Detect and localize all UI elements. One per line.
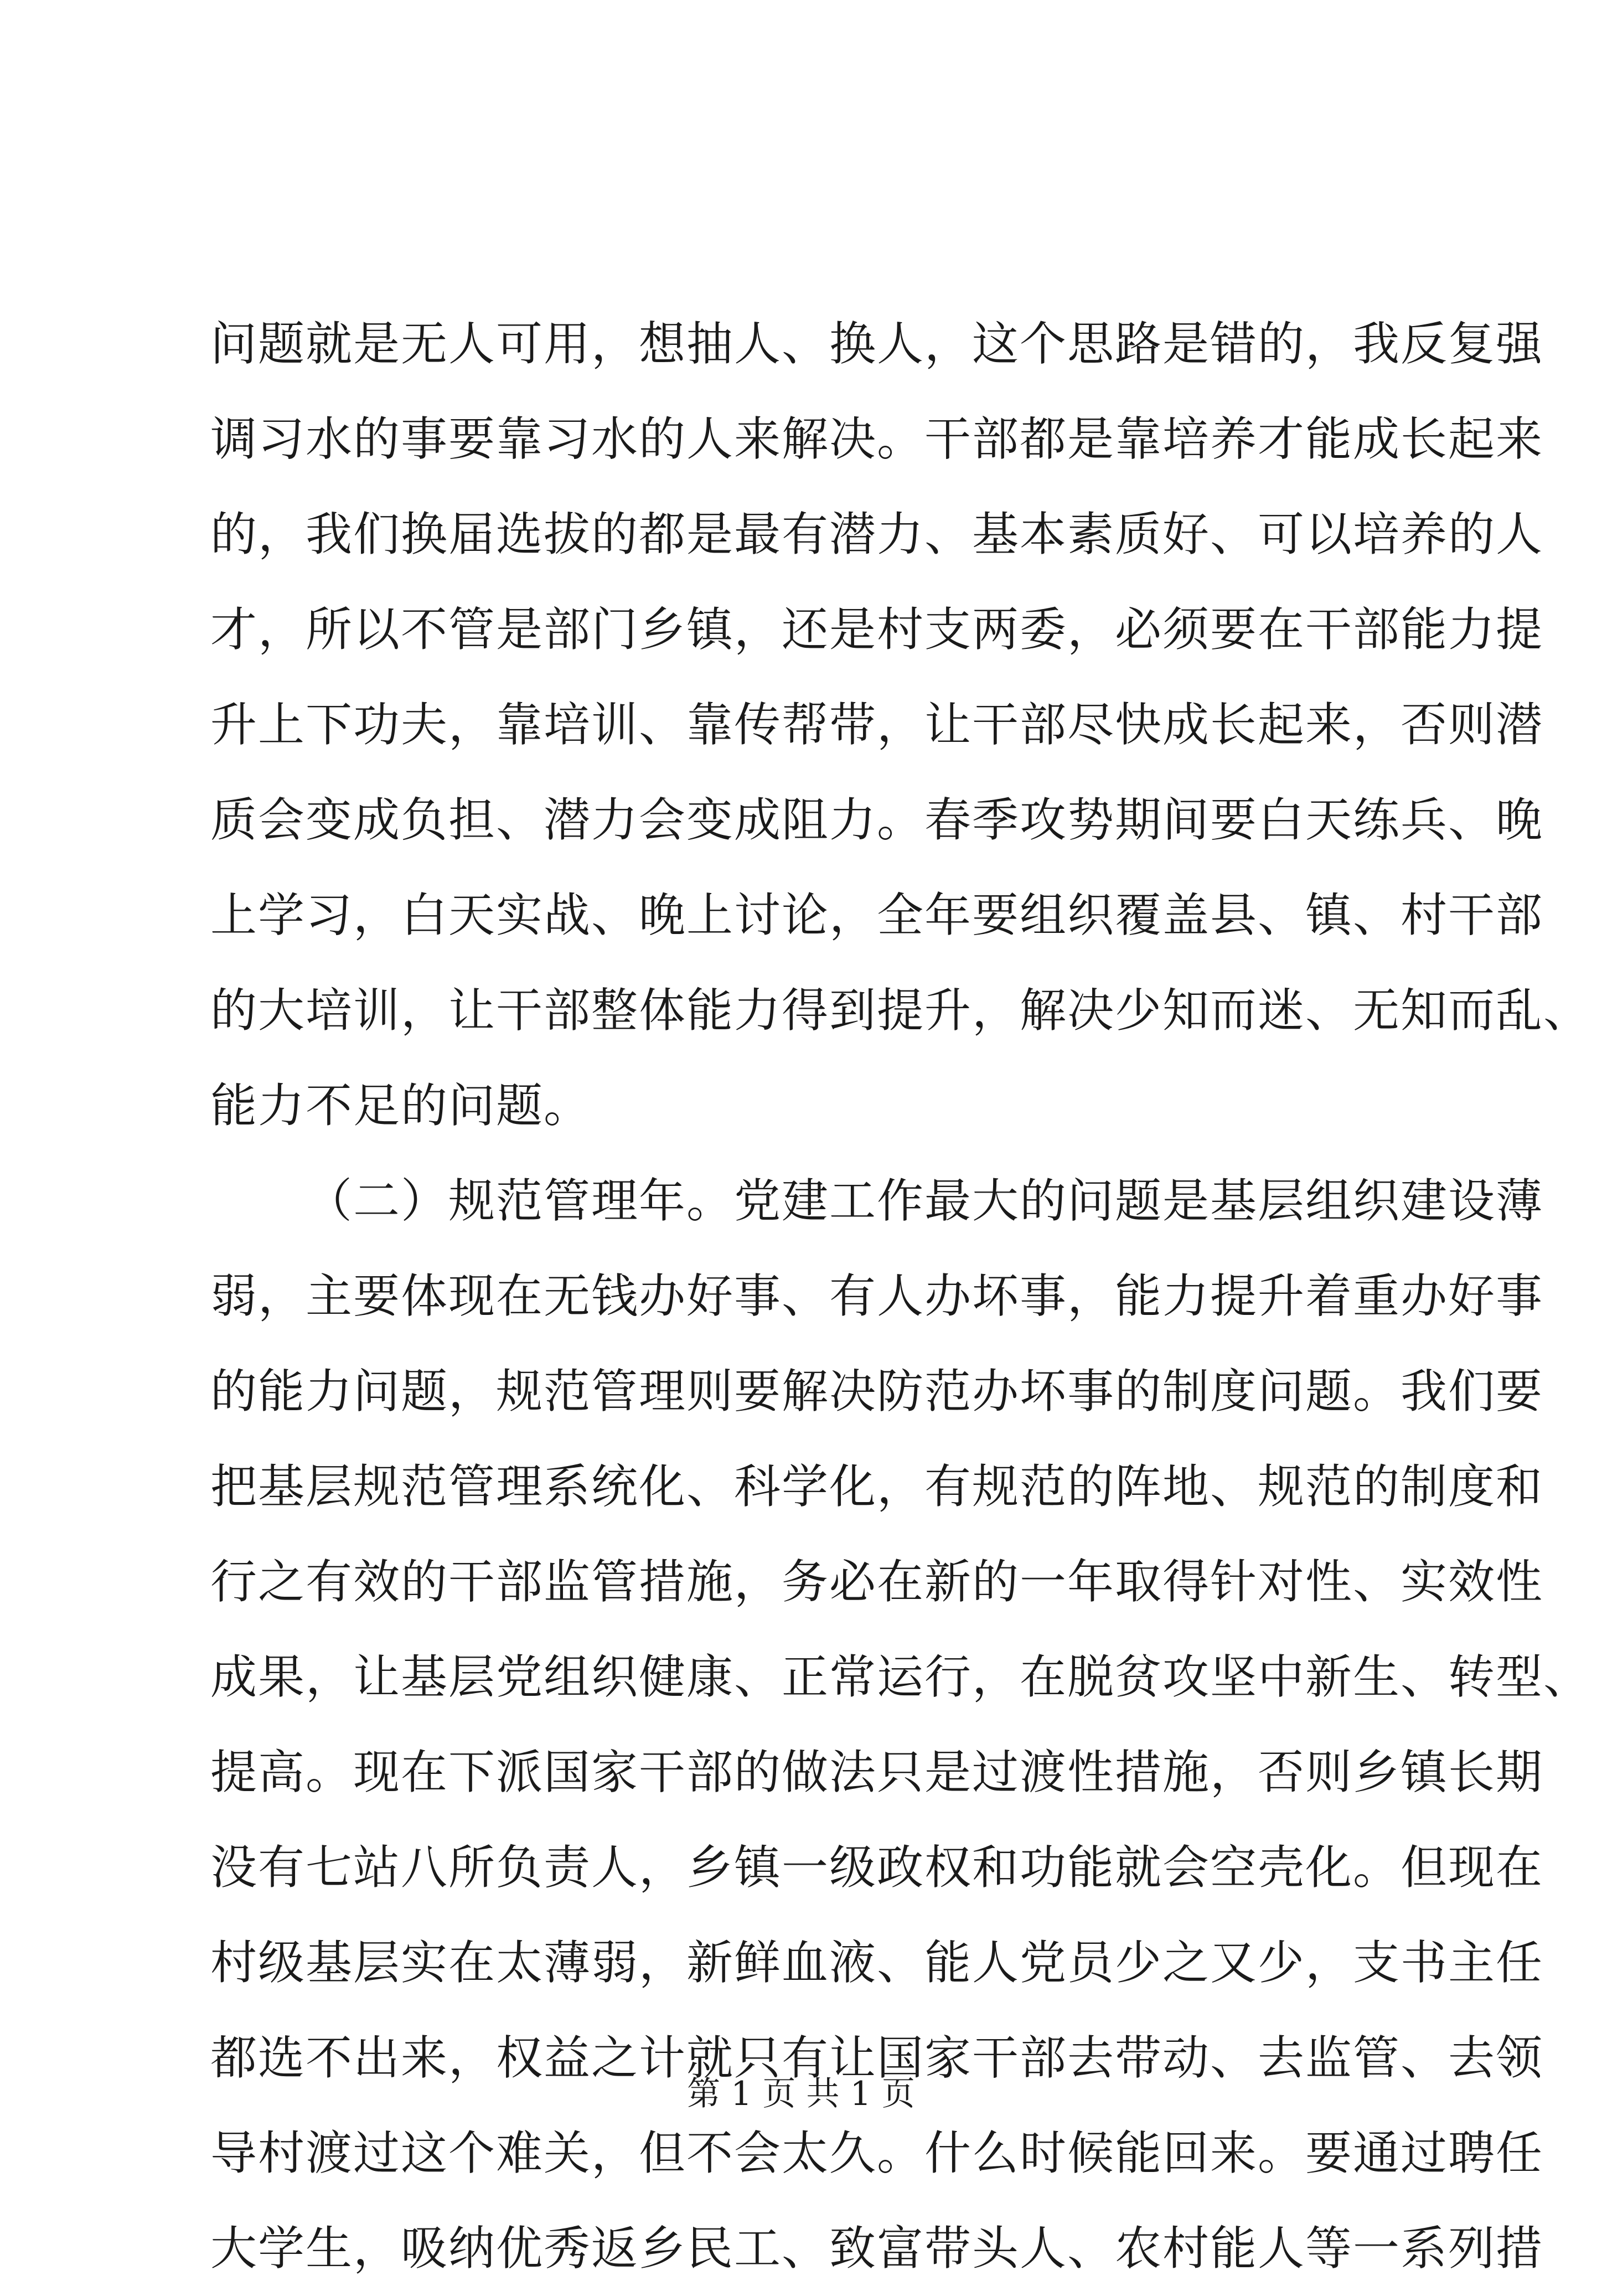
text-line: 没有七站八所负责人，乡镇一级政权和功能就会空壳化。但现在	[210, 1840, 1544, 1895]
text-line: 成果，让基层党组织健康、正常运行，在脱贫攻坚中新生、转型、	[210, 1650, 1591, 1704]
paragraph-2	[210, 1153, 1591, 2296]
text-line: 把基层规范管理系统化、科学化，有规范的阵地、规范的制度和	[210, 1459, 1544, 1514]
text-line: 才，所以不管是部门乡镇，还是村支两委，必须要在干部能力提	[210, 602, 1544, 657]
text-line: 都选不出来，权益之计就只有让国家干部去带动、去监管、去领	[210, 2031, 1544, 2085]
text-line: 质会变成负担、潜力会变成阻力。春季攻势期间要白天练兵、晚	[210, 793, 1544, 847]
text-line: 调习水的事要靠习水的人来解决。干部都是靠培养才能成长起来	[210, 412, 1544, 466]
text-line: 的，我们换届选拔的都是最有潜力、基本素质好、可以培养的人	[210, 507, 1544, 561]
text-line: 的大培训，让干部整体能力得到提升，解决少知而迷、无知而乱、	[210, 983, 1591, 1038]
text-line: 问题就是无人可用，想抽人、换人，这个思路是错的，我反复强	[210, 317, 1544, 371]
page-number-label: 第 1 页 共 1 页	[687, 2075, 915, 2113]
text-line: （二）规范管理年。党建工作最大的问题是基层组织建设薄	[306, 1174, 1544, 1228]
text-line: 上学习，白天实战、晚上讨论，全年要组织覆盖县、镇、村干部	[210, 888, 1544, 942]
document-body	[210, 296, 1591, 2296]
text-line: 提高。现在下派国家干部的做法只是过渡性措施，否则乡镇长期	[210, 1745, 1544, 1799]
text-line: 导村渡过这个难关，但不会太久。什么时候能回来。要通过聘任	[210, 2126, 1544, 2180]
text-line: 升上下功夫，靠培训、靠传帮带，让干部尽快成长起来，否则潜	[210, 698, 1544, 752]
text-line: 大学生，吸纳优秀返乡民工、致富带头人、农村能人等一系列措	[210, 2221, 1544, 2276]
page-footer	[0, 2072, 1602, 2116]
text-line: 行之有效的干部监管措施，务必在新的一年取得针对性、实效性	[210, 1555, 1544, 1609]
text-line: 的能力问题，规范管理则要解决防范办坏事的制度问题。我们要	[210, 1364, 1544, 1418]
paragraph-1	[210, 296, 1591, 1153]
text-line: 村级基层实在太薄弱，新鲜血液、能人党员少之又少，支书主任	[210, 1936, 1544, 1990]
text-line: 弱，主要体现在无钱办好事、有人办坏事，能力提升着重办好事	[210, 1269, 1544, 1323]
text-line: 能力不足的问题。	[210, 1079, 592, 1133]
